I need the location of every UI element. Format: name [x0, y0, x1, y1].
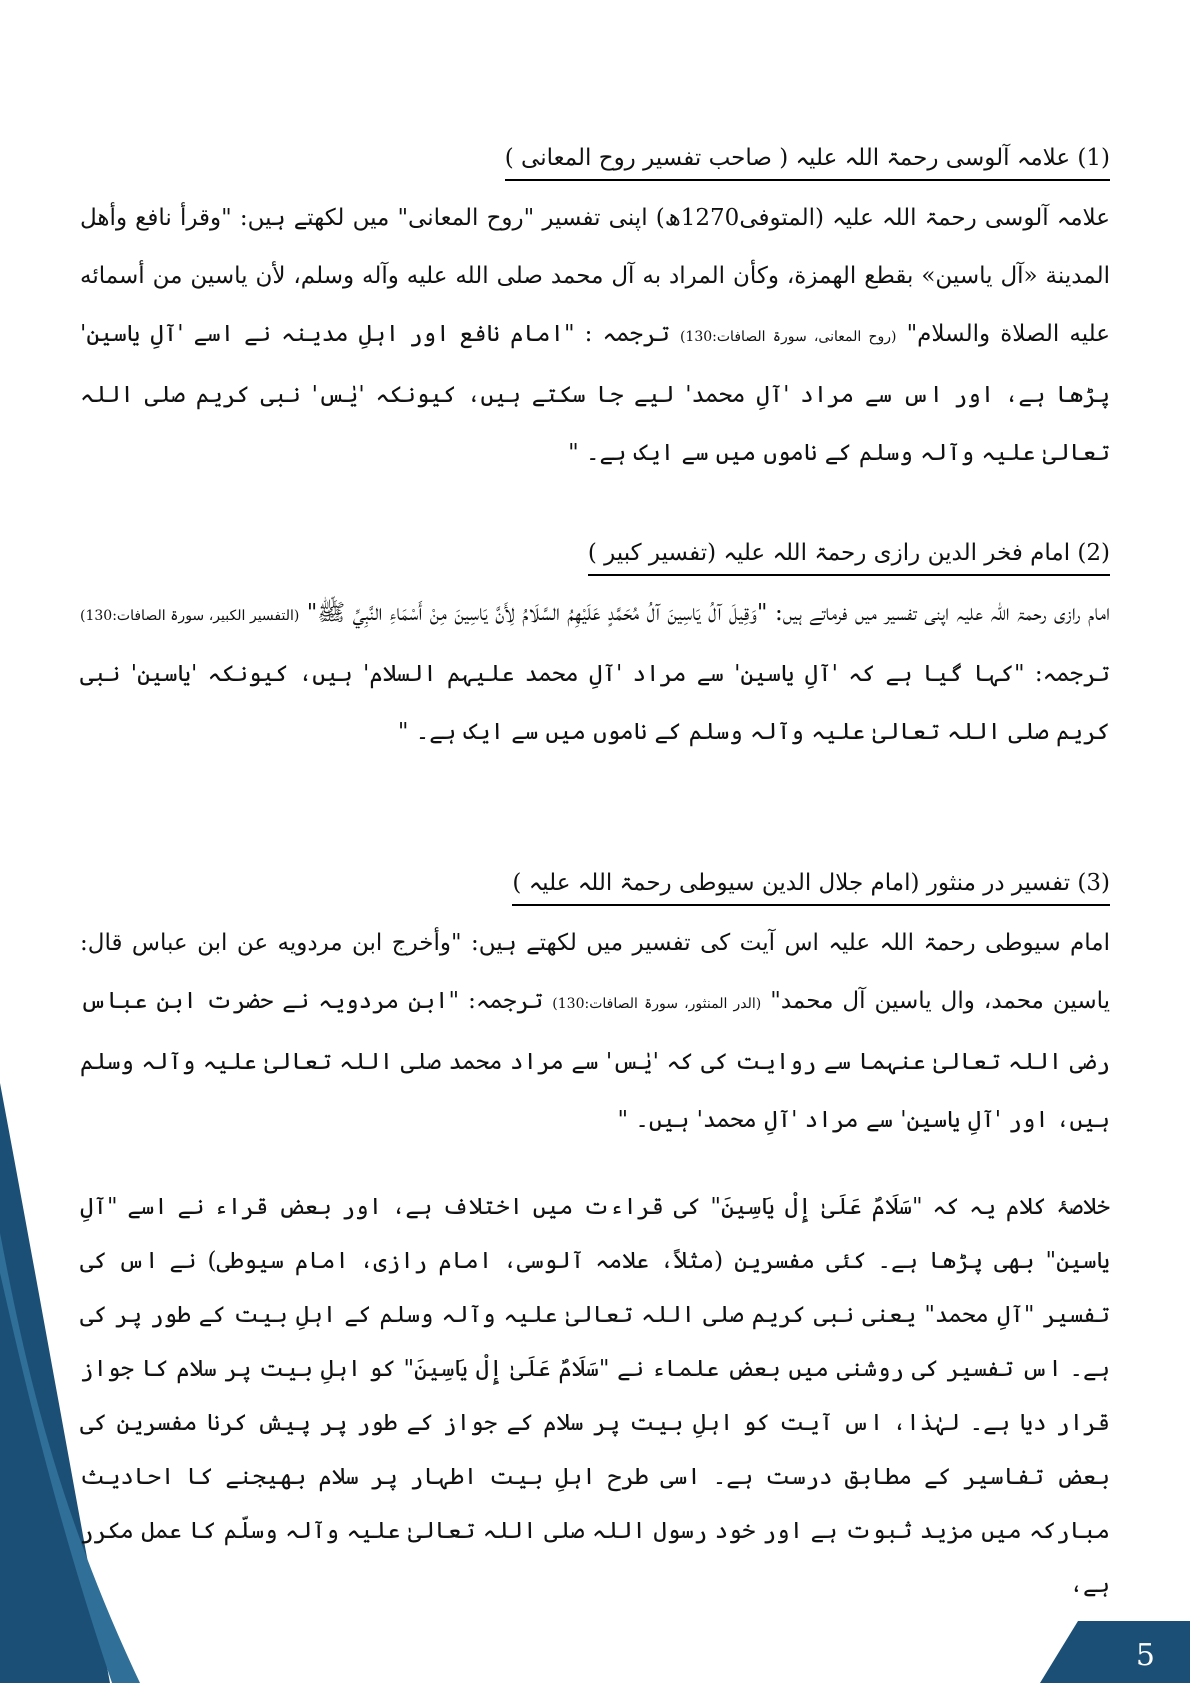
quotation-text: علامہ آلوسی رحمۃ اللہ علیہ (المتوفی1270ھ) اپنی تفسیر "روح المعانی" میں لکھتے ہیں: "وقرأ نافع وأهل المدينة «آل ياسين» بقطع الهمزة، وكأن المراد به آل محمد صلى الله عليه وآله وسلم، لأن ياسين من أسمائه عليه الصلاة والسلام" — [80, 205, 1110, 347]
section-heading: (1) علامہ آلوسی رحمۃ اللہ علیہ ( صاحب تفسیر روح المعانی ) — [505, 140, 1110, 181]
translation-text: ترجمہ: "ابن مردویہ نے حضرت ابن عباس رضی اللہ تعالیٰ عنہما سے روایت کی کہ 'یٰس' سے مراد محمد صلی اللہ تعالیٰ علیہ وآلہ وسلم ہیں، اور 'آلِ یاسین' سے مراد 'آلِ محمد' ہیں۔ " — [80, 988, 1110, 1133]
conclusion-section — [80, 1180, 1110, 1612]
source-reference: (روح المعانی، سورۃ الصافات:130) — [679, 329, 897, 345]
section-paragraph — [80, 914, 1110, 1149]
translation-text: ترجمہ: "کہا گیا ہے کہ 'آلِ یاسین' سے مراد 'آلِ محمد علیہم السلام' ہیں، کیونکہ 'یاسین' نبی کریم صلی اللہ تعالیٰ علیہ وآلہ وسلم کے ناموں میں سے ایک ہے۔ " — [80, 661, 1110, 745]
section-heading: (2) امام فخر الدین رازی رحمۃ اللہ علیہ (تفسیر کبیر ) — [588, 535, 1110, 576]
section-paragraph — [80, 584, 1110, 761]
conclusion-paragraph: خلاصۂ کلام یہ کہ "سَلَامٌ عَلَىٰ إِلْ يَاسِينَ" کی قراءت میں اختلاف ہے، اور بعض قراء نے اسے "آلِ یاسین" بھی پڑھا ہے۔ کئی مفسرین (مثلاً، علامہ آلوسی، امام رازی، امام سیوطی) نے اس کی تفسیر "آلِ محمد" یعنی نبی کریم صلی اللہ تعالیٰ علیہ وآلہ وسلم کے اہلِ بیت کے طور پر کی ہے۔ اس تفسیر کی روشنی میں بعض علماء نے "سَلَامٌ عَلَىٰ إِلْ يَاسِينَ" کو اہلِ بیت پر سلام کا جواز قرار دیا ہے۔ لہٰذا، اس آیت کو اہلِ بیت پر سلام کے جواز کے طور پر پیش کرنا مفسرین کی بعض تفاسیر کے مطابق درست ہے۔ اسی طرح اہلِ بیت اطہار پر سلام بھیجنے کا احادیث مبارکہ میں مزید ثبوت ہے اور خود رسول اللہ صلی اللہ تعالیٰ علیہ وآلہ وسلّم کا عمل مکرر ہے، — [80, 1194, 1110, 1598]
page-number: 5 — [1135, 1638, 1155, 1673]
section-alusi — [80, 140, 1110, 482]
section-heading: (3) تفسیر در منثور (امام جلال الدین سیوطی رحمۃ اللہ علیہ ) — [512, 865, 1110, 906]
source-reference: (التفسیر الکبیر، سورۃ الصافات:130) — [80, 608, 300, 624]
footer-bar — [1040, 1621, 1190, 1683]
quotation-text: امام رازی رحمۃ اللہ علیہ اپنی تفسیر میں فرماتے ہیں: "وَقِيلَ آلُ يَاسِينَ آلُ مُحَمَّدٍ عَلَيْهِمُ السَّلَامُ لِأَنَّ يَاسِينَ مِنْ أَسْمَاءِ النَّبِيِّ ﷺ" — [299, 600, 1110, 626]
section-paragraph — [80, 189, 1110, 482]
translation-text: ترجمہ : "امام نافع اور اہلِ مدینہ نے اسے 'آلِ یاسین' پڑھا ہے، اور اس سے مراد 'آلِ محمد' لیے جا سکتے ہیں، کیونکہ 'یٰس' نبی کریم صلی اللہ تعالیٰ علیہ وآلہ وسلم کے ناموں میں سے ایک ہے۔ " — [80, 321, 1110, 466]
quotation-text: امام سیوطی رحمۃ اللہ علیہ اس آیت کی تفسیر میں لکھتے ہیں: "وأخرج ابن مردويه عن ابن عباس قال: ياسين محمد، وال ياسين آل محمد" — [80, 930, 1111, 1014]
source-reference: (الدر المنثور، سورۃ الصافات:130) — [552, 996, 762, 1012]
section-razi — [80, 535, 1110, 761]
section-suyuti — [80, 865, 1110, 1149]
